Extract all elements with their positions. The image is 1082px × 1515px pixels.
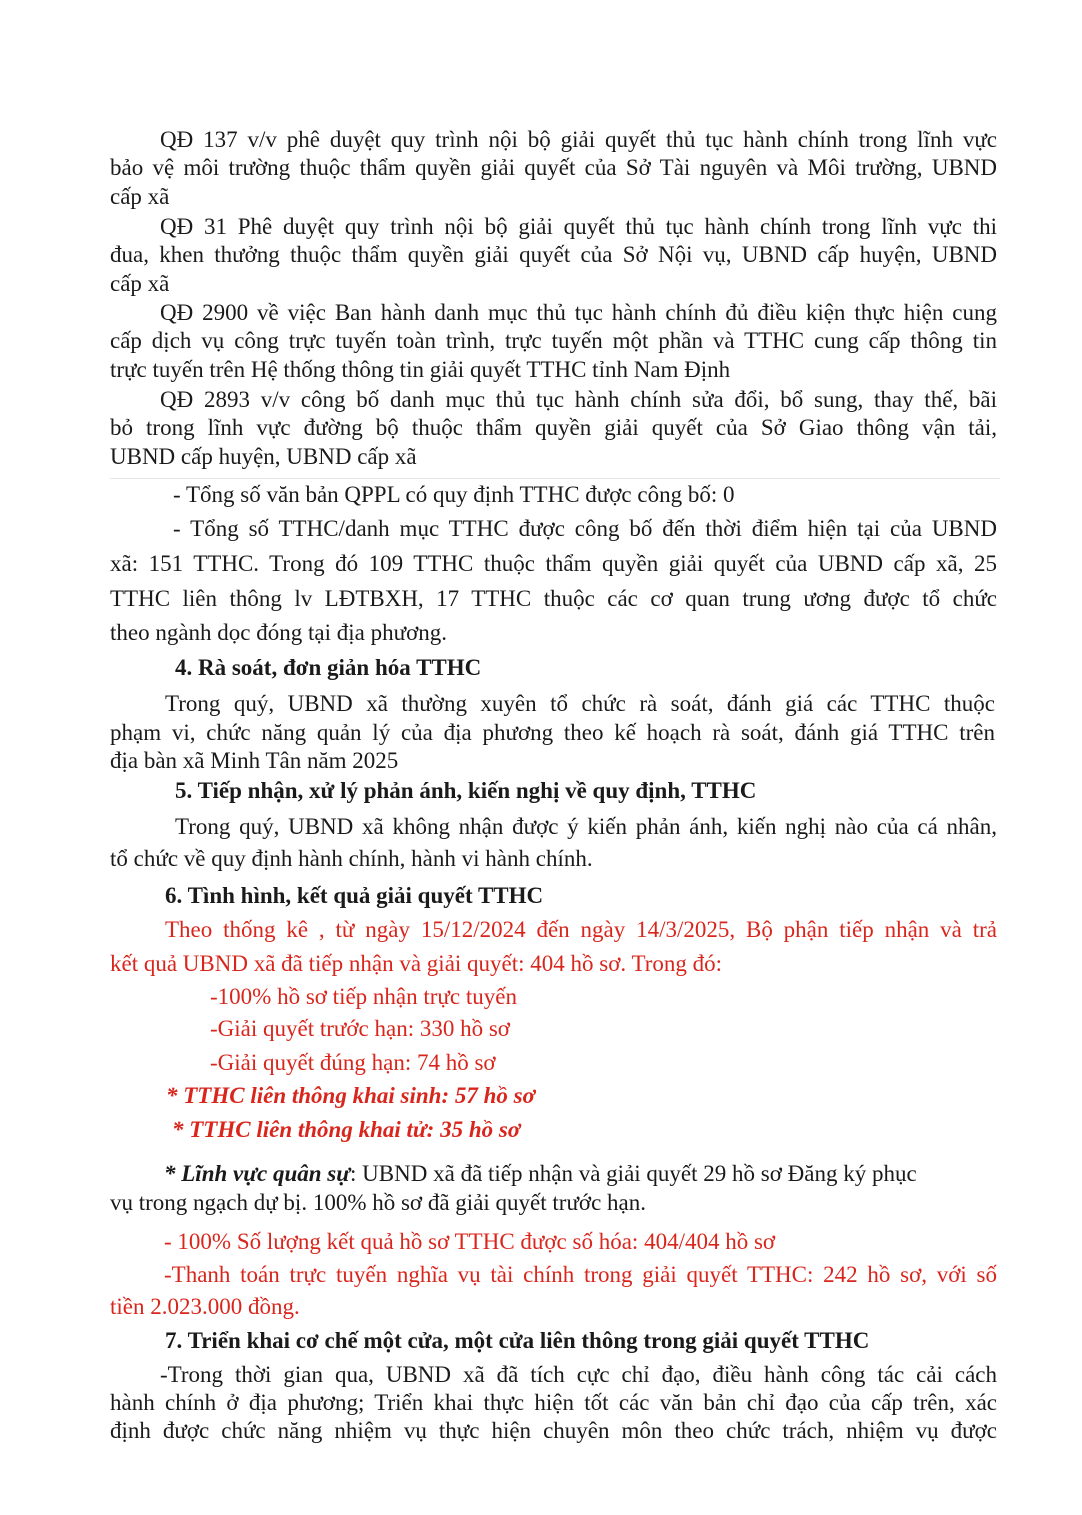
death-registration: * TTHC liên thông khai tử: 35 hồ sơ	[172, 1117, 521, 1142]
military-line1	[164, 1160, 917, 1188]
section-5-heading: 5. Tiếp nhận, xử lý phản ánh, kiến nghị về quy định, TTHC	[175, 778, 757, 803]
online-payment-line1: -Thanh toán trực tuyến nghĩa vụ tài chính trong giải quyết TTHC: 242 hồ sơ, với số	[164, 1262, 997, 1287]
section-4-heading: 4. Rà soát, đơn giản hóa TTHC	[175, 655, 482, 680]
decision-2893-line3: UBND cấp huyện, UBND cấp xã	[110, 444, 417, 469]
total-tthc-line1: - Tổng số TTHC/danh mục TTHC được công bố đến thời điểm hiện tại của UBND	[173, 516, 997, 541]
section-5-line2: tổ chức về quy định hành chính, hành vi hành chính.	[110, 846, 593, 871]
military-label: * Lĩnh vực quân sự	[164, 1161, 351, 1186]
section-6-heading: 6. Tình hình, kết quả giải quyết TTHC	[165, 883, 544, 908]
total-tthc-line2: xã: 151 TTHC. Trong đó 109 TTHC thuộc thẩm quyền giải quyết của UBND cấp xã, 25	[110, 551, 997, 576]
decision-137-line2: bảo vệ môi trường thuộc thẩm quyền giải quyết của Sở Tài nguyên và Môi trường, UBND	[110, 155, 997, 180]
decision-31-line3: cấp xã	[110, 271, 170, 296]
total-qppl: - Tổng số văn bản QPPL có quy định TTHC được công bố: 0	[173, 482, 735, 507]
total-tthc-line4: theo ngành dọc đóng tại địa phương.	[110, 620, 447, 645]
section-7-line2: hành chính ở địa phương; Triển khai thực hiện tốt các văn bản chỉ đạo của cấp trên, xác	[110, 1390, 997, 1415]
online-payment-line2: tiền 2.023.000 đồng.	[110, 1294, 300, 1319]
section-5-line1: Trong quý, UBND xã không nhận được ý kiến phản ánh, kiến nghị nào của cá nhân,	[175, 814, 997, 839]
section-7-line1: -Trong thời gian qua, UBND xã đã tích cực chỉ đạo, điều hành công tác cải cách	[160, 1362, 997, 1387]
decision-137-line1: QĐ 137 v/v phê duyệt quy trình nội bộ giải quyết thủ tục hành chính trong lĩnh vực	[160, 127, 997, 152]
military-line2: vụ trong ngạch dự bị. 100% hồ sơ đã giải quyết trước hạn.	[110, 1190, 646, 1215]
decision-137-line3: cấp xã	[110, 184, 170, 209]
total-tthc-line3: TTHC liên thông lv LĐTBXH, 17 TTHC thuộc các cơ quan trung ương được tổ chức	[110, 586, 997, 611]
military-text: : UBND xã đã tiếp nhận và giải quyết 29 hồ sơ Đăng ký phục	[350, 1161, 917, 1186]
decision-2900-line2: cấp dịch vụ công trực tuyến toàn trình, trực tuyến một phần và TTHC cung cấp thông tin	[110, 328, 997, 353]
stats-before-deadline: -Giải quyết trước hạn: 330 hồ sơ	[210, 1016, 510, 1041]
birth-registration: * TTHC liên thông khai sinh: 57 hồ sơ	[166, 1083, 535, 1108]
digitized-results: - 100% Số lượng kết quả hồ sơ TTHC được số hóa: 404/404 hồ sơ	[164, 1229, 776, 1254]
section-7-line3: định được chức năng nhiệm vụ thực hiện chuyên môn theo chức trách, nhiệm vụ được	[110, 1418, 997, 1443]
stats-on-time: -Giải quyết đúng hạn: 74 hồ sơ	[210, 1050, 496, 1075]
decision-2893-line2: bỏ trong lĩnh vực đường bộ thuộc thẩm quyền giải quyết của Sở Giao thông vận tải,	[110, 415, 997, 440]
section-4-line3: địa bàn xã Minh Tân năm 2025	[110, 748, 399, 773]
divider	[110, 478, 1000, 479]
section-4-line2: phạm vi, chức năng quản lý của địa phương theo kế hoạch rà soát, đánh giá TTHC trên	[110, 720, 995, 745]
stats-intro-line1: Theo thống kê , từ ngày 15/12/2024 đến ngày 14/3/2025, Bộ phận tiếp nhận và trả	[165, 917, 997, 942]
decision-2900-line1: QĐ 2900 về việc Ban hành danh mục thủ tục hành chính đủ điều kiện thực hiện cung	[160, 300, 997, 325]
stats-intro-line2: kết quả UBND xã đã tiếp nhận và giải quyết: 404 hồ sơ. Trong đó:	[110, 951, 723, 976]
decision-31-line1: QĐ 31 Phê duyệt quy trình nội bộ giải quyết thủ tục hành chính trong lĩnh vực thi	[160, 214, 997, 239]
stats-online: -100% hồ sơ tiếp nhận trực tuyến	[210, 984, 517, 1009]
section-7-heading: 7. Triển khai cơ chế một cửa, một cửa liên thông trong giải quyết TTHC	[165, 1328, 870, 1353]
section-4-line1: Trong quý, UBND xã thường xuyên tổ chức rà soát, đánh giá các TTHC thuộc	[165, 691, 995, 716]
decision-31-line2: đua, khen thưởng thuộc thẩm quyền giải quyết của Sở Nội vụ, UBND cấp huyện, UBND	[110, 242, 997, 267]
decision-2893-line1: QĐ 2893 v/v công bố danh mục thủ tục hành chính sửa đổi, bổ sung, thay thế, bãi	[160, 387, 997, 412]
decision-2900-line3: trực tuyến trên Hệ thống thông tin giải quyết TTHC tỉnh Nam Định	[110, 357, 731, 382]
